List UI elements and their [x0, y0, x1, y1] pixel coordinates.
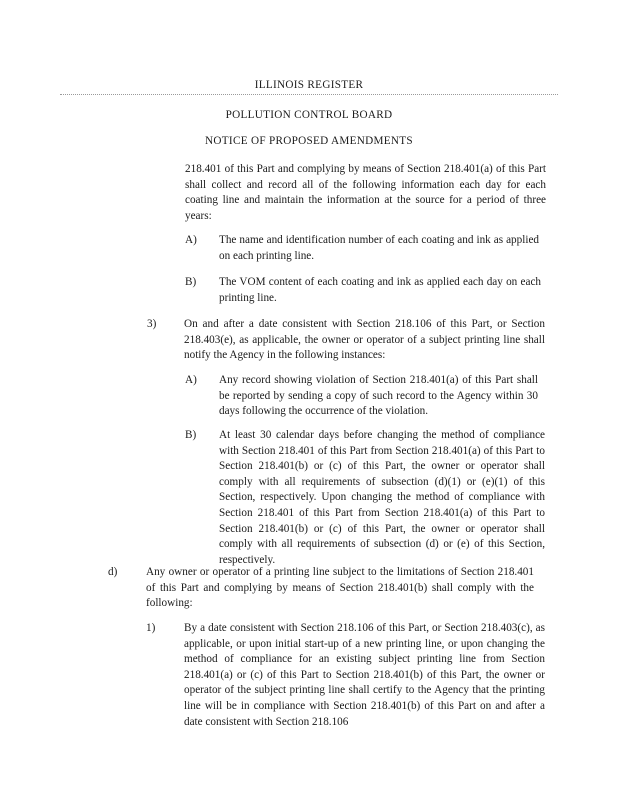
item-b1-label: B) — [185, 276, 197, 288]
header-rule — [60, 94, 558, 95]
board-title: POLLUTION CONTROL BOARD — [225, 109, 393, 121]
item-1-label: 1) — [146, 622, 156, 634]
item-1-text: By a date consistent with Section 218.106 of this Part, or Section 218.403(c), as applicable, or upon initial start-up of a new printing line, or upon changing the method of compliance for an existing subject printing line from Section 218.401(a) or (c) of this Part to Section 218.401(b) of this Part, the owner or operator of the subject printing line shall certify to the Agency that the printing line will be in compliance with Section 218.401(b) of this Part on and after a date consistent with Section 218.106 — [184, 622, 545, 728]
item-a2-label: A) — [185, 374, 197, 386]
item-3-label: 3) — [147, 318, 157, 330]
item-d-label: d) — [108, 566, 118, 578]
item-a2-text: Any record showing violation of Section 218.401(a) of this Part shall be reported by sending a copy of such record to the Agency within 30 days following the occurrence of the violation. — [219, 374, 538, 418]
notice-title: NOTICE OF PROPOSED AMENDMENTS — [205, 135, 413, 147]
item-b1-text: The VOM content of each coating and ink as applied each day on each printing line. — [219, 276, 541, 304]
register-title: ILLINOIS REGISTER — [0, 78, 618, 94]
item-b2-label: B) — [185, 429, 197, 441]
item-a1-label: A) — [185, 234, 197, 246]
intro-paragraph: 218.401 of this Part and complying by means of Section 218.401(a) of this Part shall collect and record all of the following information each day for each coating line and maintain the information at the source for a period of three years: — [185, 163, 546, 222]
item-a1-text: The name and identification number of each coating and ink as applied on each printing line. — [219, 234, 539, 262]
item-d-text: Any owner or operator of a printing line subject to the limitations of Section 218.401 of this Part and complying by means of Section 218.401(b) shall comply with the following: — [146, 566, 534, 610]
item-3-text: On and after a date consistent with Section 218.106 of this Part, or Section 218.403(e), as applicable, the owner or operator of a subject printing line shall notify the Agency in the following instances: — [184, 318, 545, 362]
item-b2-text: At least 30 calendar days before changing the method of compliance with Section 218.401 of this Part from Section 218.401(a) of this Part to Section 218.401(b) or (c) of this Part, the owner or operator shall comply with all requirements of subsection (d)(1) or (e)(1) of this Section, respectively. Upon changing the method of compliance with Section 218.401 of this Part from Section 218.401(a) of this Part to Section 218.401(b) or (c) of this Part, the owner or operator shall comply with all requirements of subsection (d) or (e) of this Section, respectively. — [219, 429, 545, 566]
